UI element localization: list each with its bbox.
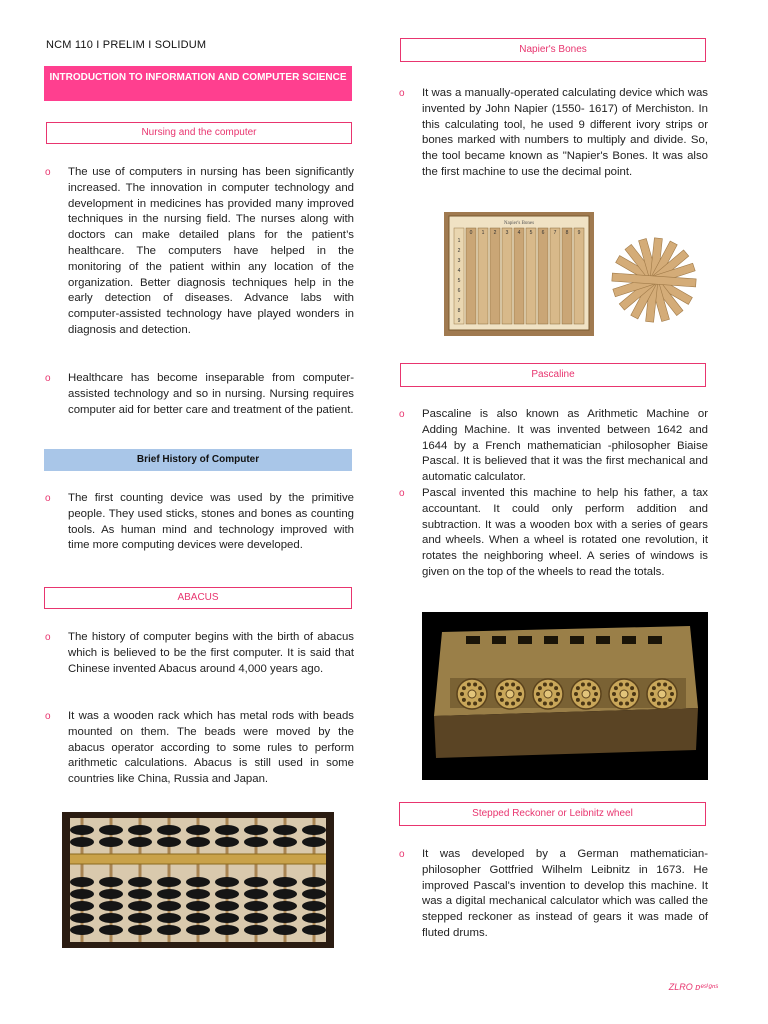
- nursing-title-box: [46, 122, 352, 144]
- abacus-bead: [186, 925, 210, 935]
- abacus-bead: [186, 825, 210, 835]
- pascaline-wheel-spoke: [630, 698, 634, 702]
- pascaline-p2-text: Pascal invented this machine to help his father, a tax accountant. It could only perform addition and subtraction. It was a wooden box with a series of gears and wheels. When a wheel is rotated one revolution, it rotates the neighboring wheel. A series of windows is given on the top of the wheels to read the totals.: [422, 487, 708, 578]
- napier-strip: [538, 228, 548, 324]
- pascaline-wheel-spoke: [467, 702, 471, 706]
- course-header: NCM 110 I PRELIM I SOLIDUM: [46, 39, 207, 51]
- pascaline-wheel-spoke: [652, 686, 656, 690]
- pascaline-wheel-spoke: [619, 682, 623, 686]
- napier-strip-digit: 4: [517, 230, 521, 236]
- pascaline-wheel-spoke: [630, 686, 634, 690]
- abacus-bead: [186, 901, 210, 911]
- abacus-title-box: [44, 587, 352, 609]
- pascaline-wheel-spoke: [549, 702, 553, 706]
- abacus-bead: [244, 913, 268, 923]
- abacus-bead: [215, 925, 239, 935]
- abacus-bead: [215, 877, 239, 887]
- abacus-bead: [244, 837, 268, 847]
- pascaline-wheel-spoke: [473, 702, 477, 706]
- napier-index-digit: 7: [457, 298, 461, 304]
- abacus-bead: [302, 925, 326, 935]
- abacus-bead: [99, 837, 123, 847]
- napier-paragraph-1: [399, 86, 708, 181]
- abacus-bead: [273, 889, 297, 899]
- bullet-circle-icon: o: [45, 493, 51, 504]
- abacus-bead: [215, 889, 239, 899]
- napier-index-digit: 8: [457, 308, 461, 314]
- abacus-bead: [99, 825, 123, 835]
- pascaline-wheel-spoke: [670, 692, 674, 696]
- pascaline-wheel-hub: [658, 690, 666, 698]
- pascaline-wheel-spoke: [657, 702, 661, 706]
- abacus-bead: [128, 889, 152, 899]
- history-title: Brief History of Computer: [136, 454, 260, 465]
- pascaline-wheel-spoke: [505, 682, 509, 686]
- napier-strip-digit: 3: [505, 230, 509, 236]
- pascaline-wheel-spoke: [574, 692, 578, 696]
- abacus-paragraph-2: [45, 709, 354, 788]
- napier-strip: [466, 228, 476, 324]
- abacus-bead: [186, 837, 210, 847]
- pascaline-wheel-spoke: [467, 682, 471, 686]
- napier-strip: [550, 228, 560, 324]
- abacus-bead: [302, 913, 326, 923]
- pascaline-window: [544, 636, 558, 644]
- bullet-circle-icon: o: [399, 409, 405, 420]
- pascaline-wheel-spoke: [556, 692, 560, 696]
- pascaline-wheel-spoke: [625, 702, 629, 706]
- pascaline-wheel-spoke: [460, 692, 464, 696]
- nursing-paragraph-1: [45, 165, 354, 339]
- designer-signature: ZLRO ᴅᵉˢⁱᵍⁿˢ: [668, 982, 718, 992]
- pascaline-wheel-spoke: [576, 686, 580, 690]
- bullet-circle-icon: o: [399, 849, 405, 860]
- napier-index-digit: 4: [457, 268, 461, 274]
- bullet-circle-icon: o: [45, 711, 51, 722]
- history-title-box: [44, 449, 352, 471]
- pascaline-wheel-spoke: [663, 682, 667, 686]
- napier-index-digit: 3: [457, 258, 461, 264]
- pascaline-wheel-spoke: [554, 686, 558, 690]
- napier-index-digit: 2: [457, 248, 461, 254]
- pascaline-wheel-spoke: [576, 698, 580, 702]
- pascaline-wheel-spoke: [500, 698, 504, 702]
- pascaline-wheel-spoke: [650, 692, 654, 696]
- abacus-bead: [273, 825, 297, 835]
- pascaline-wheel-spoke: [592, 698, 596, 702]
- nursing-p2-text: Healthcare has become inseparable from computer- assisted technology and so in nursing. Nursing requires computer aid for better care and treatment of the patient.: [68, 372, 354, 416]
- napier-strip-digit: 2: [493, 230, 497, 236]
- pascaline-window: [622, 636, 636, 644]
- pascaline-wheel-hub: [506, 690, 514, 698]
- pascaline-wheel-spoke: [462, 686, 466, 690]
- abacus-bead: [302, 837, 326, 847]
- abacus-bead: [273, 877, 297, 887]
- pascaline-wheel-hub: [544, 690, 552, 698]
- pascaline-wheel-spoke: [518, 692, 522, 696]
- pascaline-wheel-spoke: [462, 698, 466, 702]
- abacus-bead: [302, 877, 326, 887]
- leibniz-paragraph-1: [399, 847, 708, 942]
- abacus-bead: [186, 877, 210, 887]
- pascaline-paragraph-2: [399, 486, 708, 581]
- pascaline-wheel-spoke: [478, 698, 482, 702]
- abacus-bead: [215, 837, 239, 847]
- abacus-bead: [157, 925, 181, 935]
- napier-bones-image: [444, 212, 706, 336]
- abacus-bead: [70, 877, 94, 887]
- pascaline-window: [596, 636, 610, 644]
- abacus-p1-text: The history of computer begins with the birth of abacus which is believed to be the first computer. It is said that Chinese invented Abacus around 4,000 years ago.: [68, 631, 354, 675]
- abacus-bead: [99, 877, 123, 887]
- napier-strip: [502, 228, 512, 324]
- pascaline-title-box: [400, 363, 706, 387]
- pascaline-wheel-spoke: [668, 698, 672, 702]
- abacus-bead: [70, 913, 94, 923]
- pascaline-window: [492, 636, 506, 644]
- napier-strip-digit: 7: [553, 230, 557, 236]
- abacus-bead: [157, 913, 181, 923]
- pascaline-wheel-spoke: [516, 698, 520, 702]
- abacus-bead: [99, 889, 123, 899]
- pascaline-wheel-spoke: [480, 692, 484, 696]
- napier-index-digit: 6: [457, 288, 461, 294]
- napier-index-digit: 1: [457, 238, 461, 244]
- pascaline-title: Pascaline: [531, 369, 575, 380]
- abacus-bead: [215, 901, 239, 911]
- abacus-bead: [99, 913, 123, 923]
- napier-strip-digit: 5: [529, 230, 533, 236]
- leibniz-title-box: [399, 802, 706, 826]
- pascaline-wheel-spoke: [594, 692, 598, 696]
- pascaline-wheel-spoke: [511, 682, 515, 686]
- abacus-bead: [273, 901, 297, 911]
- pascaline-wheel-spoke: [554, 698, 558, 702]
- pascaline-wheel-spoke: [500, 686, 504, 690]
- abacus-bead: [186, 889, 210, 899]
- bullet-circle-icon: o: [399, 88, 405, 99]
- pascaline-wheel-spoke: [538, 686, 542, 690]
- abacus-bead: [157, 825, 181, 835]
- pascaline-wheel-spoke: [592, 686, 596, 690]
- bullet-circle-icon: o: [45, 632, 51, 643]
- abacus-bead: [244, 901, 268, 911]
- pascaline-wheel-spoke: [543, 702, 547, 706]
- napier-title-box: [400, 38, 706, 62]
- pascaline-wheel-spoke: [614, 698, 618, 702]
- abacus-paragraph-1: [45, 630, 354, 677]
- abacus-bead: [215, 913, 239, 923]
- pascaline-wheel-spoke: [614, 686, 618, 690]
- pascaline-wheel-spoke: [505, 702, 509, 706]
- pascaline-wheel-spoke: [549, 682, 553, 686]
- abacus-title: ABACUS: [177, 592, 219, 603]
- pascaline-p1-text: Pascaline is also known as Arithmetic Machine or Adding Machine. It was invented between 1642 and 1644 by a French mathematician -philosopher Biaise Pascal. It is believed that it was the first mechanical and automatic calculator.: [422, 408, 708, 484]
- pascaline-wheel-spoke: [511, 702, 515, 706]
- napier-title: Napier's Bones: [519, 44, 587, 55]
- pascaline-wheel-spoke: [587, 682, 591, 686]
- pascaline-wheel-spoke: [543, 682, 547, 686]
- napier-strip-digit: 6: [541, 230, 545, 236]
- pascaline-wheel-spoke: [619, 702, 623, 706]
- pascaline-wheel-spoke: [581, 702, 585, 706]
- napier-strip: [526, 228, 536, 324]
- nursing-paragraph-2: [45, 371, 354, 418]
- napier-index-digit: 9: [457, 318, 461, 324]
- leibniz-title: Stepped Reckoner or Leibnitz wheel: [472, 808, 633, 819]
- pascaline-wheel-spoke: [516, 686, 520, 690]
- pascaline-wheel-spoke: [652, 698, 656, 702]
- abacus-bead: [70, 825, 94, 835]
- pascaline-wheel-spoke: [663, 702, 667, 706]
- pascaline-wheel-spoke: [498, 692, 502, 696]
- abacus-bead: [128, 913, 152, 923]
- napier-plate-title: Napier's Bones: [503, 221, 535, 226]
- nursing-p1-text: The use of computers in nursing has been significantly increased. The innovation in computer technology and development in medicines has provided many improved techniques in the nursing field. The nurses along with doctors can make detailed plans for the patient’s healthcare. The computers have helped in the monitoring of the patient within any location of the organization. Better diagnosis techniques help in the early detection of diseases. Advance labs with computer-assisted technology have played wonders in diagnosis and detection.: [68, 166, 354, 336]
- abacus-bead: [128, 877, 152, 887]
- abacus-bead: [70, 889, 94, 899]
- napier-strip: [574, 228, 584, 324]
- abacus-bead: [157, 837, 181, 847]
- napier-strip-digit: 8: [565, 230, 569, 236]
- abacus-bead: [186, 913, 210, 923]
- abacus-bead: [99, 925, 123, 935]
- pascaline-wheel-spoke: [657, 682, 661, 686]
- pascaline-wheel-spoke: [538, 698, 542, 702]
- pascaline-image: [422, 612, 708, 780]
- leibniz-p1-text: It was developed by a German mathematician-philosopher Gottfried Wilhelm Leibnitz in 1673. He improved Pascal's invention to develop this machine. It was a digital mechanical calculator which was called the stepped reckoner as instead of gears it was made of fluted drums.: [422, 848, 708, 939]
- napier-strip: [562, 228, 572, 324]
- abacus-bead: [128, 925, 152, 935]
- abacus-bead: [244, 825, 268, 835]
- napier-strip-digit: 0: [469, 230, 473, 236]
- napier-strip: [490, 228, 500, 324]
- pascaline-wheel-spoke: [478, 686, 482, 690]
- pascaline-wheel-spoke: [536, 692, 540, 696]
- bullet-circle-icon: o: [399, 488, 405, 499]
- pascaline-wheel-hub: [582, 690, 590, 698]
- bullet-circle-icon: o: [45, 373, 51, 384]
- pascaline-window: [518, 636, 532, 644]
- abacus-bead: [128, 837, 152, 847]
- abacus-image: [62, 812, 334, 948]
- napier-strips: [454, 228, 584, 324]
- abacus-bead: [157, 901, 181, 911]
- pascaline-wheel-spoke: [632, 692, 636, 696]
- pascaline-wheel-hub: [468, 690, 476, 698]
- bullet-circle-icon: o: [45, 167, 51, 178]
- napier-loose-bones: [612, 238, 696, 322]
- nursing-title: Nursing and the computer: [141, 127, 257, 138]
- intro-title: INTRODUCTION TO INFORMATION AND COMPUTER SCIENCE: [49, 72, 347, 83]
- abacus-bead: [157, 877, 181, 887]
- pascaline-wheel-spoke: [612, 692, 616, 696]
- abacus-bead: [273, 925, 297, 935]
- abacus-bead: [244, 925, 268, 935]
- abacus-bead: [302, 889, 326, 899]
- pascaline-wheel-spoke: [625, 682, 629, 686]
- history-p1-text: The first counting device was used by the primitive people. They used sticks, stones and bones as counting tools. As human mind and technology improved with time more computing devices were developed.: [68, 492, 354, 552]
- abacus-bead: [70, 925, 94, 935]
- napier-strip: [478, 228, 488, 324]
- abacus-p2-text: It was a wooden rack which has metal rods with beads mounted on them. The beads were moved by the abacus operator according to some rules to perform arithmetic calculations. Abacus is still used in some countries like China, Russia and Japan.: [68, 710, 354, 786]
- pascaline-wheel-spoke: [581, 682, 585, 686]
- abacus-bead: [273, 913, 297, 923]
- abacus-bead: [244, 889, 268, 899]
- abacus-bead: [302, 901, 326, 911]
- pascaline-wheel-spoke: [473, 682, 477, 686]
- abacus-bead: [70, 901, 94, 911]
- abacus-bead: [244, 877, 268, 887]
- pascaline-wheel-hub: [620, 690, 628, 698]
- pascaline-window: [648, 636, 662, 644]
- napier-p1-text: It was a manually-operated calculating device which was invented by John Napier (1550- 1617) of Merchiston. In this calculating tool, he used 9 different ivory strips or bones marked with numbers to multiply and divide. So, the tool became known as "Napier's Bones. It was also the first machine to use the decimal point.: [422, 87, 708, 178]
- pascaline-window: [466, 636, 480, 644]
- pascaline-window: [570, 636, 584, 644]
- intro-title-box: [44, 66, 352, 101]
- pascaline-paragraph-1: [399, 407, 708, 486]
- abacus-bead: [128, 825, 152, 835]
- abacus-bead: [70, 837, 94, 847]
- abacus-bead: [302, 825, 326, 835]
- abacus-bead: [99, 901, 123, 911]
- abacus-bead: [157, 889, 181, 899]
- abacus-bead: [273, 837, 297, 847]
- napier-strip: [514, 228, 524, 324]
- abacus-bead: [128, 901, 152, 911]
- napier-strip-digit: 9: [577, 230, 581, 236]
- pascaline-wheel-spoke: [668, 686, 672, 690]
- napier-index-digit: 5: [457, 278, 461, 284]
- napier-strip-digit: 1: [481, 230, 485, 236]
- pascaline-wheel-spoke: [587, 702, 591, 706]
- history-paragraph-1: [45, 491, 354, 554]
- abacus-bead: [215, 825, 239, 835]
